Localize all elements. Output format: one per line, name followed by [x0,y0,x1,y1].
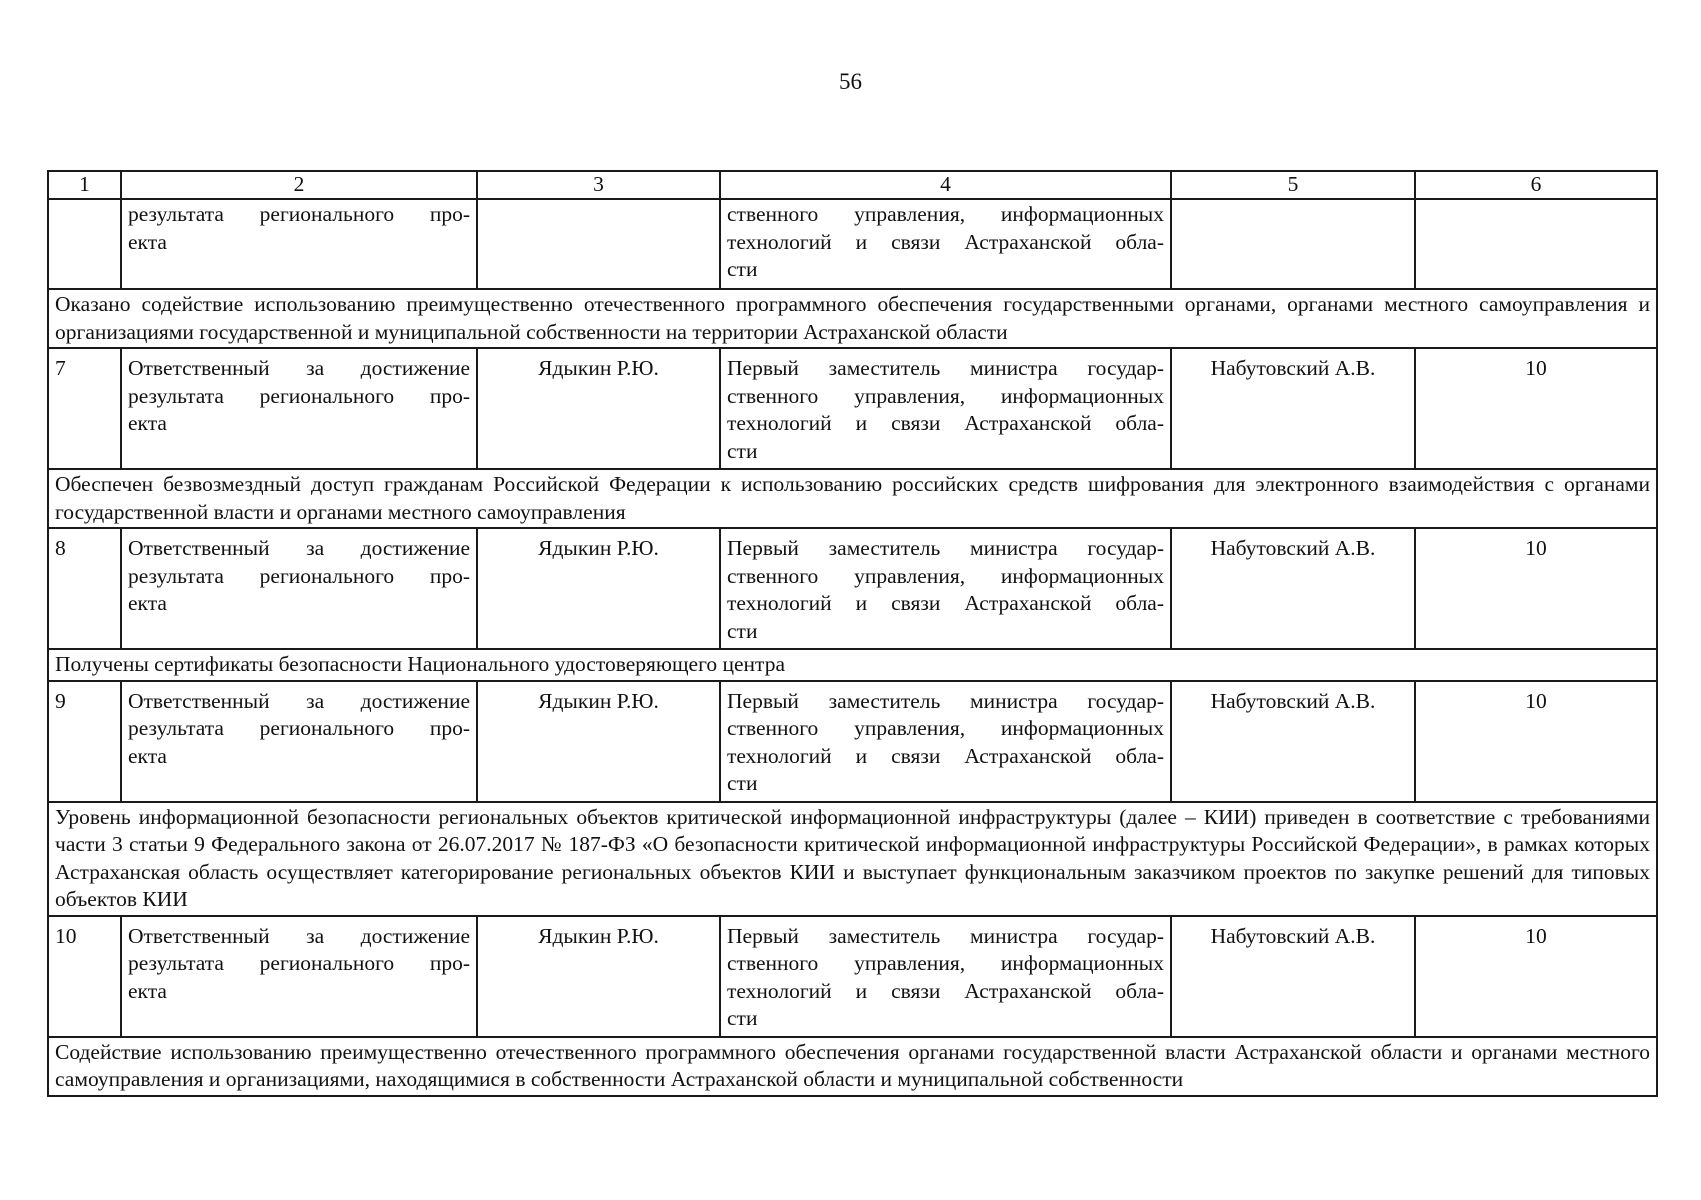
section-title: Получены сертификаты безопасности Национального удостоверяющего центра [48,649,1657,681]
person-cell [477,199,720,289]
column-header: 3 [477,171,720,199]
supervisor-name: Набутовский А.В. [1171,348,1415,469]
text-line: технологий и связи Астраханской обла- [727,743,1164,768]
value-cell: 10 [1415,916,1657,1037]
row-number-cell [48,199,121,289]
text-line: екта [128,978,167,1003]
text-line: результата регионального про- [128,716,470,740]
row-number: 8 [48,528,121,649]
text-line: ственного управления, информационных [727,383,1164,408]
section-row [48,1037,1657,1096]
header-row [48,171,1657,199]
text-line: результата регионального про- [128,951,470,975]
column-header: 5 [1171,171,1415,199]
page-number: 56 [839,69,862,94]
table-row [48,348,1657,469]
text-line: Ответственный за достижение [128,923,470,948]
section-title: Обеспечен безвозмездный доступ гражданам Российской Федерации к использованию российских средств шифрования для электронного взаимодействия с органами государственной власти и органами местного самоуправления [48,469,1657,528]
text-line: сти [727,618,758,643]
table-row [48,528,1657,649]
supervisor-name: Набутовский А.В. [1171,916,1415,1037]
column-header: 1 [48,171,121,199]
table-row [48,916,1657,1037]
person-name: Ядыкин Р.Ю. [477,681,720,802]
text-line: результата регионального про- [128,383,470,408]
section-row [48,289,1657,348]
text-line: сти [727,257,758,281]
text-line: екта [128,229,167,254]
text-line: Ответственный за достижение [128,356,470,380]
role-cell [121,528,477,649]
text-line: екта [128,591,167,615]
column-header: 2 [121,171,477,199]
responsibility-table [47,170,1658,1097]
value-cell: 10 [1415,348,1657,469]
text-line: ственного управления, информационных [727,563,1164,588]
text-line: сти [727,771,758,795]
text-line: сти [727,438,758,463]
text-line: результата регионального про- [128,202,470,226]
section-title: Оказано содействие использованию преимущественно отечественного программного обеспечения государственными органами, органами местного самоуправления и организациями государственной и муниципальной собственности на территории Астраханской области [48,289,1657,348]
value-cell: 10 [1415,681,1657,802]
row-number: 9 [48,681,121,802]
section-title: Уровень информационной безопасности региональных объектов критической информационной инфраструктуры (далее – КИИ) приведен в соответствие с требованиями части 3 статьи 9 Федерального закона от 26.07.2017 № 187-ФЗ «О безопасности критической информационной инфраструктуры Российской Федерации», в рамках которых Астраханская область осуществляет категорирование региональных объектов КИИ и выступает функциональным заказчиком проектов по закупке решений для типовых объектов КИИ [48,802,1657,916]
text-line: Первый заместитель министра государ- [727,923,1164,948]
text-line: Ответственный за достижение [128,536,470,560]
text-line: сти [727,1006,758,1030]
position-cell [720,528,1171,649]
row-number: 10 [48,916,121,1037]
text-line: технологий и связи Астраханской обла- [727,229,1164,254]
position-cell [720,348,1171,469]
row-number: 7 [48,348,121,469]
text-line: ственного управления, информационных [727,202,1164,226]
text-line: екта [128,411,167,435]
table-row [48,681,1657,802]
role-cell [121,916,477,1037]
text-line: технологий и связи Астраханской обла- [727,591,1164,615]
role-cell [121,199,477,289]
continuation-row [48,199,1657,289]
text-line: результата регионального про- [128,563,470,588]
text-line: Первый заместитель министра государ- [727,536,1164,560]
section-row [48,649,1657,681]
position-cell [720,681,1171,802]
text-line: Первый заместитель министра государ- [727,356,1164,380]
section-row [48,469,1657,528]
column-header: 6 [1415,171,1657,199]
position-cell [720,199,1171,289]
text-line: ственного управления, информационных [727,716,1164,740]
text-line: Ответственный за достижение [128,688,470,713]
section-row [48,802,1657,916]
value-cell: 10 [1415,528,1657,649]
value-cell [1415,199,1657,289]
position-cell [720,916,1171,1037]
text-line: ственного управления, информационных [727,951,1164,975]
role-cell [121,681,477,802]
person-name: Ядыкин Р.Ю. [477,528,720,649]
text-line: екта [128,743,167,768]
text-line: технологий и связи Астраханской обла- [727,978,1164,1003]
person-name: Ядыкин Р.Ю. [477,916,720,1037]
role-cell [121,348,477,469]
section-title: Содействие использованию преимущественно отечественного программного обеспечения органами государственной власти Астраханской области и органами местного самоуправления и организациями, находящимися в собственности Астраханской области и муниципальной собственности [48,1037,1657,1096]
supervisor-name: Набутовский А.В. [1171,528,1415,649]
person-name: Ядыкин Р.Ю. [477,348,720,469]
column-header: 4 [720,171,1171,199]
supervisor-name: Набутовский А.В. [1171,681,1415,802]
text-line: технологий и связи Астраханской обла- [727,411,1164,435]
text-line: Первый заместитель министра государ- [727,688,1164,713]
supervisor-cell [1171,199,1415,289]
